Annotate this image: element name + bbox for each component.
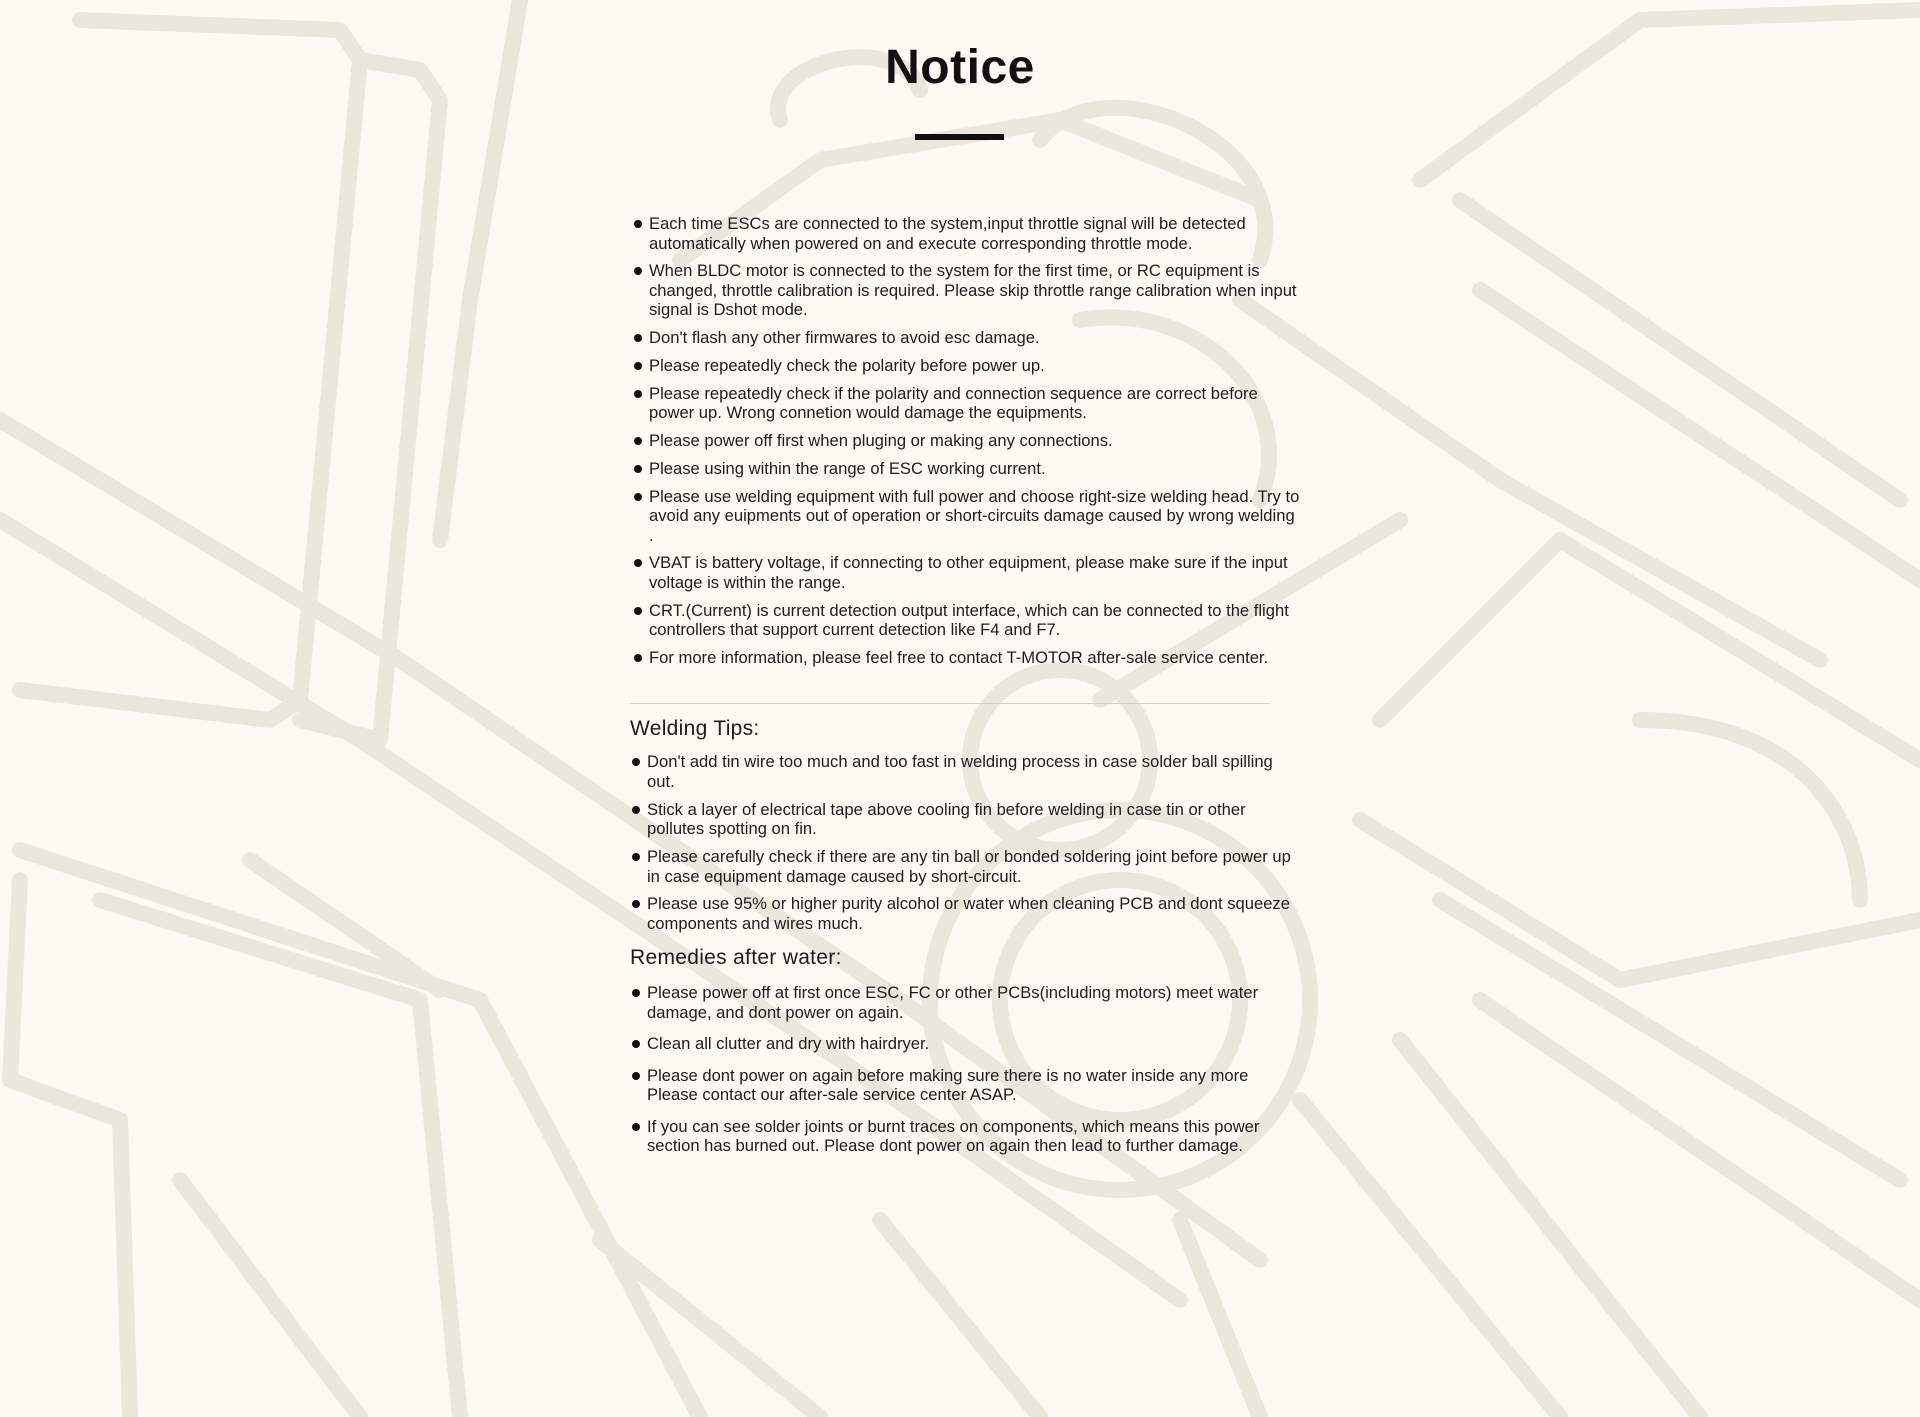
notice-item-text: Please using within the range of ESC working current. [649,458,1046,478]
bullet-icon [634,465,642,473]
list-item [632,356,1300,376]
section-divider [630,703,1270,704]
notice-item-text: VBAT is battery voltage, if connecting to other equipment, please make sure if the input voltage is within the range. [649,553,1288,592]
bullet-icon [634,437,642,445]
list-item [630,983,1300,1022]
bullet-icon [634,220,642,228]
bullet-icon [634,334,642,342]
notice-item-text: Please use welding equipment with full power and choose right-size welding head. Try to avoid any euipments out of operation or short-circuits damage caused by wrong welding . [649,486,1300,545]
list-item [632,459,1300,479]
list-item [632,431,1300,451]
welding-item-text: Stick a layer of electrical tape above cooling fin before welding in case tin or other pollutes spotting on fin. [647,799,1246,839]
list-item [632,553,1300,592]
welding-item-text: Please carefully check if there are any tin ball or bonded soldering joint before power up in case equipment damage caused by short-circuit. [647,847,1291,886]
list-item [630,752,1300,791]
notice-list [632,214,1300,667]
welding-tips-list [630,752,1300,933]
bullet-icon [634,267,642,275]
bullet-icon [634,607,642,615]
notice-content [630,214,1300,1168]
remedies-list [630,983,1300,1156]
list-item [630,800,1300,839]
bullet-icon [632,758,640,766]
welding-item-text: Don't add tin wire too much and too fast in welding process in case solder ball spilling out. [647,752,1273,791]
bullet-icon [634,654,642,662]
list-item [630,847,1300,886]
list-item [632,328,1300,348]
bullet-icon [632,1123,640,1131]
notice-item-text: For more information, please feel free to contact T-MOTOR after-sale service center. [649,647,1269,667]
notice-item-text: When BLDC motor is connected to the system for the first time, or RC equipment is changed, throttle calibration is required. Please skip throttle range calibration when input signal is Dshot mode. [649,261,1297,320]
notice-item-text: Each time ESCs are connected to the system,input throttle signal will be detected automatically when powered on and execute corresponding throttle mode. [649,214,1246,253]
remedies-item-text: Please dont power on again before making sure there is no water inside any more Please contact our after-sale service center ASAP. [647,1065,1249,1105]
notice-item-text: Please power off first when pluging or making any connections. [649,430,1113,450]
list-item [632,601,1300,640]
remedies-heading: Remedies after water: [630,946,842,970]
bullet-icon [632,989,640,997]
list-item [630,1034,1300,1054]
bullet-icon [632,1072,640,1080]
list-item [630,1066,1300,1105]
remedies-item-text: Please power off at first once ESC, FC or other PCBs(including motors) meet water damage, and dont power on again. [647,983,1259,1022]
notice-item-text: Please repeatedly check if the polarity and connection sequence are correct before power up. Wrong connetion would damage the equipments. [649,383,1258,423]
page-title: Notice [885,41,1035,94]
remedies-item-text: If you can see solder joints or burnt traces on components, which means this power section has burned out. Please dont power on again then lead to further damage. [647,1116,1260,1156]
title-underline [915,134,1004,140]
list-item [632,487,1300,546]
bullet-icon [632,853,640,861]
notice-item-text: Please repeatedly check the polarity before power up. [649,355,1045,375]
notice-item-text: CRT.(Current) is current detection output interface, which can be connected to the flight controllers that support current detection like F4 and F7. [649,600,1289,640]
list-item [630,894,1300,933]
list-item [632,214,1300,253]
bullet-icon [634,559,642,567]
bullet-icon [632,900,640,908]
list-item [630,1117,1300,1156]
bullet-icon [634,493,642,501]
remedies-item-text: Clean all clutter and dry with hairdryer. [647,1034,930,1054]
list-item [632,384,1300,423]
bullet-icon [632,1040,640,1048]
bullet-icon [632,806,640,814]
list-item [632,648,1300,668]
notice-item-text: Don't flash any other firmwares to avoid esc damage. [649,328,1040,348]
list-item [632,261,1300,320]
welding-tips-heading: Welding Tips: [630,717,760,741]
welding-item-text: Please use 95% or higher purity alcohol or water when cleaning PCB and dont squeeze components and wires much. [647,894,1290,933]
bullet-icon [634,390,642,398]
bullet-icon [634,362,642,370]
